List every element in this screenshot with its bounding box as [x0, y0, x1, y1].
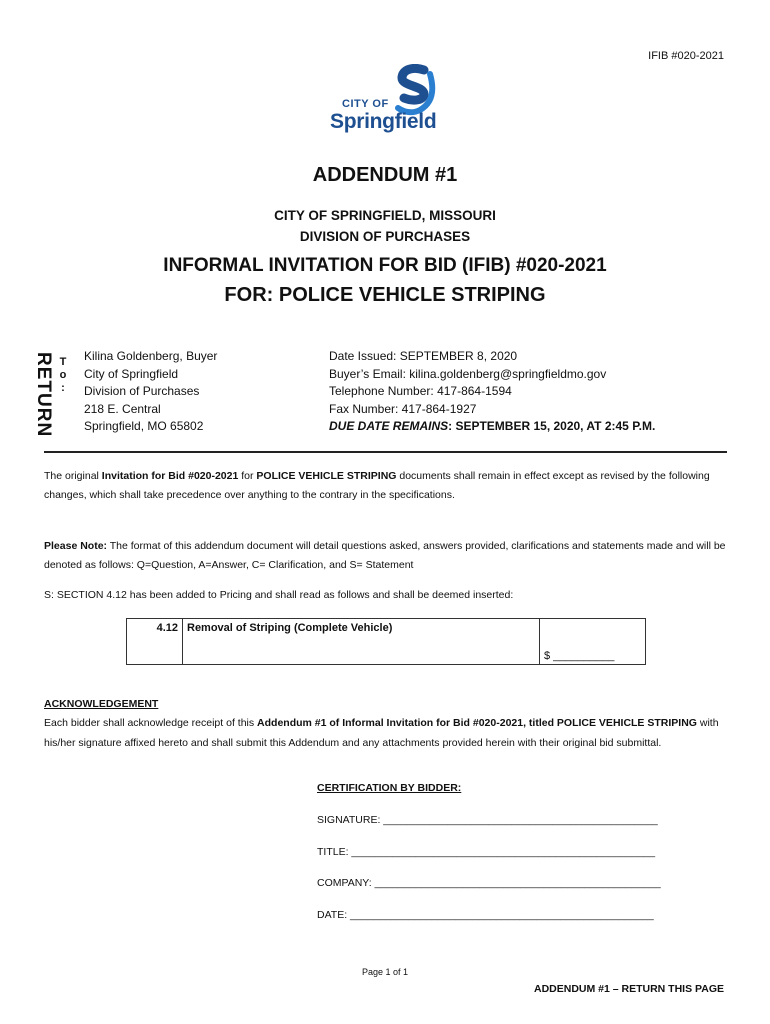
intro-bid-number: Invitation for Bid #020-2021 [101, 470, 239, 482]
return-address [84, 348, 217, 436]
ifib-heading: INFORMAL INVITATION FOR BID (IFIB) #020-2021 [163, 255, 607, 276]
footer-return-note: ADDENDUM #1 – RETURN THIS PAGE [534, 983, 724, 995]
to-label [57, 356, 69, 395]
page-number: Page 1 of 1 [361, 967, 409, 977]
city-heading: CITY OF SPRINGFIELD, MISSOURI [274, 208, 496, 223]
address-line: Kilina Goldenberg, Buyer [84, 349, 218, 363]
statement-paragraph: S: SECTION 4.12 has been added to Pricing and shall read as follows and shall be deemed inserted: [44, 589, 514, 601]
address-line: Springfield, MO 65802 [84, 419, 204, 433]
address-line: Division of Purchases [84, 384, 200, 398]
return-label-text: RETURN [33, 352, 54, 438]
ack-text: Each bidder shall acknowledge receipt of this [44, 717, 258, 729]
company-field[interactable]: COMPANY: _________________________________________________ [317, 877, 661, 889]
intro-text: The original [44, 470, 102, 482]
for-heading: FOR: POLICE VEHICLE STRIPING [224, 284, 546, 306]
to-label-text: T o : [59, 356, 67, 394]
address-line: City of Springfield [84, 366, 179, 381]
logo-city-of-text: CITY OF [342, 98, 389, 110]
acknowledgement-heading: ACKNOWLEDGEMENT [44, 698, 159, 710]
pricing-table [126, 618, 646, 665]
note-label: Please Note: [44, 540, 108, 552]
fax-number: Fax Number: 417-864-1927 [329, 401, 477, 416]
table-row [127, 619, 646, 665]
buyer-email: Buyer’s Email: kilina.goldenberg@springfieldmo.gov [329, 366, 607, 381]
logo-springfield-text: Springfield [330, 110, 437, 133]
signature-field[interactable]: SIGNATURE: _______________________________________________ [317, 814, 658, 826]
document-reference: IFIB #020-2021 [648, 50, 724, 62]
price-input[interactable]: $ __________ [540, 619, 646, 665]
certification-heading: CERTIFICATION BY BIDDER: [317, 782, 462, 794]
addendum-title: ADDENDUM #1 [312, 164, 458, 186]
telephone-number: Telephone Number: 417-864-1594 [329, 384, 512, 398]
due-date-value: : SEPTEMBER 15, 2020, AT 2:45 P.M. [448, 419, 656, 433]
due-date-label: DUE DATE REMAINS [329, 419, 449, 433]
springfield-s-logo-icon [394, 64, 436, 116]
ack-addendum-title: Addendum #1 of Informal Invitation for Bid #020-2021, titled POLICE VEHICLE STRIPING [257, 717, 697, 729]
date-issued: Date Issued: SEPTEMBER 8, 2020 [329, 349, 518, 363]
note-text: The format of this addendum document will detail questions asked, answers provided, clarifications and statements made and will be denoted as follows: Q=Question, A=Answer, C= Clarification, and S= Statement [44, 540, 726, 571]
item-number: 4.12 [127, 619, 183, 665]
intro-text: documents shall remain in effect except as revised by the following changes, which shall take precedence over anything to the contrary in the specifications. [44, 470, 710, 501]
date-field[interactable]: DATE: ____________________________________________________ [317, 909, 654, 921]
ack-text: with his/her signature affixed hereto and shall submit this Addendum and any attachments provided herein with their original bid submittal. [44, 717, 719, 749]
intro-paragraph [44, 467, 734, 505]
intro-bid-title: POLICE VEHICLE STRIPING [256, 470, 397, 482]
title-field[interactable]: TITLE: ____________________________________________________ [317, 846, 656, 858]
header-divider [44, 451, 727, 453]
address-line: 218 E. Central [84, 401, 161, 416]
acknowledgement-paragraph [44, 713, 744, 753]
city-logo [328, 64, 443, 140]
due-date [329, 418, 655, 436]
intro-text: for [238, 470, 257, 482]
issue-details [329, 348, 655, 436]
division-heading: DIVISION OF PURCHASES [299, 229, 471, 244]
note-paragraph [44, 537, 734, 575]
return-label [24, 352, 56, 446]
item-description: Removal of Striping (Complete Vehicle) [183, 619, 540, 665]
